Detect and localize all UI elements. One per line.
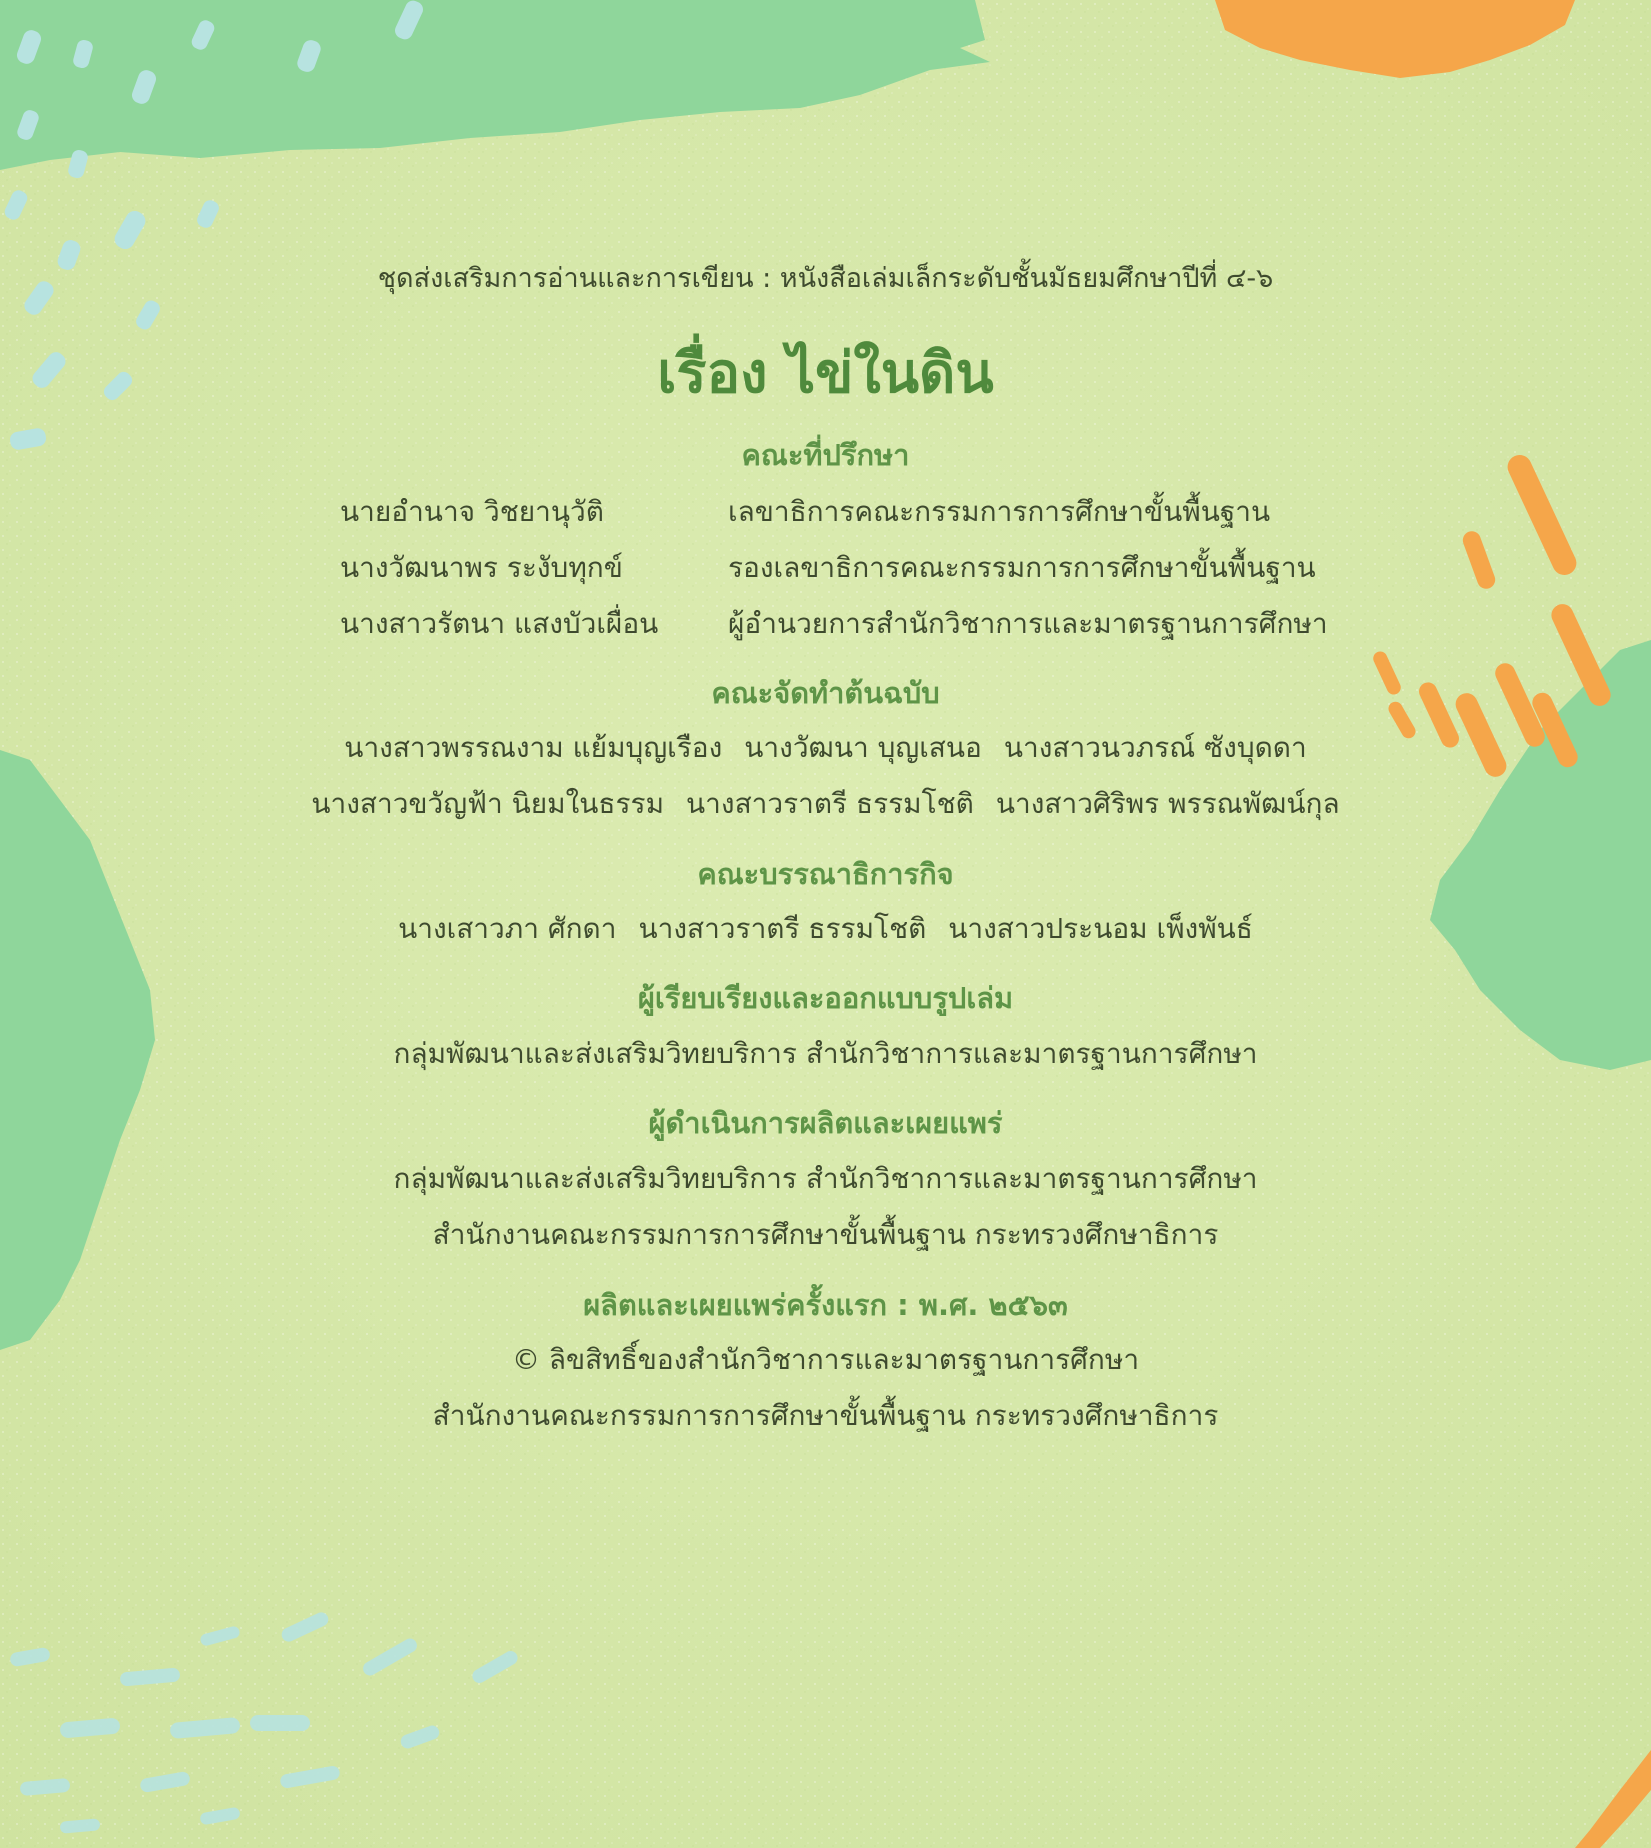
advisor-name: นางสาวรัตนา แสงบัวเผื่อน <box>340 607 659 640</box>
team-member: นางสาวศิริพร พรรณพัฒน์กุล <box>995 787 1340 820</box>
office-line: สำนักงานคณะกรรมการการศึกษาขั้นพื้นฐาน กระทรวงศึกษาธิการ <box>432 1399 1219 1432</box>
advisor-row <box>340 607 1350 643</box>
advisor-row <box>340 495 1350 531</box>
editor-member: นางสาวประนอม เพ็งพันธ์ <box>948 912 1253 945</box>
advisor-role: รองเลขาธิการคณะกรรมการการศึกษาขั้นพื้นฐาน <box>728 551 1316 584</box>
editor-member: นางสาวราตรี ธรรมโชติ <box>638 912 927 945</box>
layout-design-text: กลุ่มพัฒนาและส่งเสริมวิทยบริการ สำนักวิชาการและมาตรฐานการศึกษา <box>393 1037 1258 1070</box>
original-team-row-2 <box>0 787 1651 821</box>
team-member: นางสาวนวภรณ์ ซังบุดดา <box>1003 731 1307 764</box>
advisor-row <box>340 551 1350 587</box>
team-member: นางสาวพรรณงาม แย้มบุญเรือง <box>344 731 723 764</box>
team-member: นางสาวขวัญฟ้า นิยมในธรรม <box>311 787 665 820</box>
editors-heading: คณะบรรณาธิการกิจ <box>697 857 954 891</box>
advisor-role: ผู้อำนวยการสำนักวิชาการและมาตรฐานการศึกษา <box>728 607 1328 640</box>
team-member: นางวัฒนา บุญเสนอ <box>744 731 982 764</box>
editor-member: นางเสาวภา ศักดา <box>398 912 617 945</box>
original-team-row-1 <box>0 731 1651 765</box>
advisor-role: เลขาธิการคณะกรรมการการศึกษาขั้นพื้นฐาน <box>728 495 1271 528</box>
production-line-1: กลุ่มพัฒนาและส่งเสริมวิทยบริการ สำนักวิชาการและมาตรฐานการศึกษา <box>393 1162 1258 1195</box>
production-heading: ผู้ดำเนินการผลิตและเผยแพร่ <box>648 1106 1003 1140</box>
editors-row <box>0 912 1651 946</box>
book-title: เรื่อง ไข่ในดิน <box>657 341 994 406</box>
series-line: ชุดส่งเสริมการอ่านและการเขียน : หนังสือเล่มเล็กระดับชั้นมัธยมศึกษาปีที่ ๔-๖ <box>377 263 1274 294</box>
copyright-line: © ลิขสิทธิ์ของสำนักวิชาการและมาตรฐานการศึกษา <box>511 1343 1140 1376</box>
original-team-heading: คณะจัดทำต้นฉบับ <box>711 676 940 710</box>
advisors-heading: คณะที่ปรึกษา <box>741 438 910 472</box>
team-member: นางสาวราตรี ธรรมโชติ <box>686 787 974 820</box>
advisor-name: นายอำนาจ วิชยานุวัติ <box>340 495 604 528</box>
production-line-2: สำนักงานคณะกรรมการการศึกษาขั้นพื้นฐาน กระทรวงศึกษาธิการ <box>432 1218 1219 1251</box>
publication-heading: ผลิตและเผยแพร่ครั้งแรก : พ.ศ. ๒๕๖๓ <box>583 1288 1068 1322</box>
advisor-name: นางวัฒนาพร ระงับทุกข์ <box>340 551 623 584</box>
layout-design-heading: ผู้เรียบเรียงและออกแบบรูปเล่ม <box>637 981 1014 1015</box>
